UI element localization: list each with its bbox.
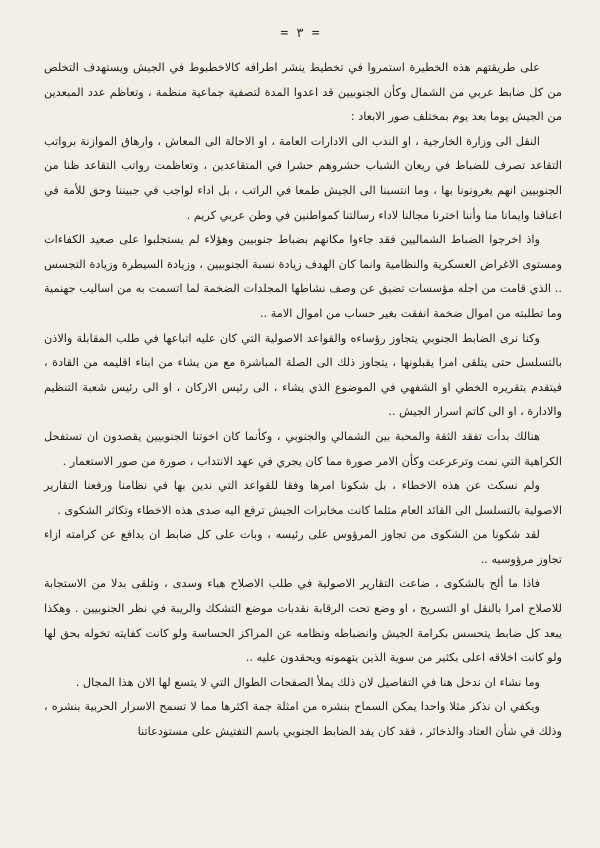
paragraph-1: على طريقتهم هذه الخطيرة استمروا في تخطيط ينشر اطرافه كالاخطبوط في الجيش ويستهدف التخلص من كل ضابط عربي من الشمال وكأن الجنوبيين قد اعدوا المدة لتصفية جماعية منظمة ، وتعاظم عدد المبعدين من الجيش يوما بعد يوم بمختلف صور الابعاد :	[44, 61, 562, 124]
paragraph-10: ويكفي ان نذكر مثلا واحدا يمكن السماح بنشره من امثلة جمة اكثرها مما لا تسمح الاسرار الحربية بنشره ، وذلك في شأن العتاد والذخائر ، فقد كان يفد الضابط الجنوبي باسم التفتيش على مستودعاتنا	[44, 700, 562, 739]
paragraph-3: واذ اخرجوا الضباط الشماليين فقد جاءوا مكانهم بضباط جنوبيين وهؤلاء لم يستجلبوا على صعيد الكفاءات ومستوى الاغراض العسكرية والنظامية وانما كان الهدف زيادة نسبة الجنوبيين ، وزيادة السيطرة وزيادة التجسس .. الذي قامت من اجله مؤسسات تضيق عن وصف نشاطها المجلدات الضخمة لما اتسمت به من اساليب جهنمية وما تطلبته من اموال ضخمة انفقت بغير حساب من اموال الامة ..	[44, 233, 562, 320]
paragraph-7: لقد شكونا من الشكوى من تجاوز المرؤوس على رئيسه ، وبات على كل ضابط ان يدافع عن كرامته ازاء تجاوز مرؤوسيه ..	[44, 528, 562, 566]
paragraph-9: وما نشاء ان ندخل هنا في التفاصيل لان ذلك يملأ الصفحات الطوال التي لا يتسع لها الان هذا المجال .	[75, 675, 540, 689]
paragraph-2: النقل الى وزارة الخارجية ، او الندب الى الادارات العامة ، او الاحالة الى المعاش ، وارهاق الموازنة برواتب التقاعد تصرف للضباط في ريعان الشباب حشروهم حشرا في المتقاعدين ، وتعاظمت رواتب التقاعد ظنا من الجنوبيين انهم يغرونونا بها ، وما انتسبنا الى الجيش طمعا في الراتب ، بل اداء لواجب في جبيننا وحق للأمة في اعناقنا وايمانا منا وأننا اخترنا مجالنا لاداء رسالتنا كمواطنين في وطن عربي كريم .	[44, 134, 562, 222]
paragraph-8: فاذا ما ألح بالشكوى ، ضاعت التقارير الاصولية في طلب الاصلاح هباء وسدى ، وتلقى بدلا من الاستجابة للاصلاح امرا بالنقل او التسريح ، او وضع تحت الرقابة نقدبات موضع التشكك والريبة في نظر الجنوبيين . وهكذا يبعد كل ضابط يتحسس بكرامة الجيش وانضباطه ونظامه عن المراكز الحساسة ولو كانت كفايته تخوله بحق لها ولو كانت اخلاقه اعلى بكثير من سوية الذين يتهمونه ويحقدون عليه ..	[44, 577, 562, 665]
paragraph-4: وكنا نرى الضابط الجنوبي يتجاوز رؤساءه والقواعد الاصولية التي كان عليه اتباعها في طلب المقابلة والاذن بالتسلسل حتى يتلقى امرا يقبلونها ، يتجاوز ذلك الى الصلة المباشرة مع من يشاء من ابناء اقليمه من القادة ، فيتقدم بتقريره الخطي او الشفهي في الموضوع الذي يشاء ، الى رئيس الاركان ، او الى رئيس شعبة التنظيم والادارة ، او الى كاتم اسرار الجيش ..	[44, 331, 562, 419]
page-number: = ٣ =	[280, 26, 320, 41]
document-body	[44, 56, 562, 745]
paragraph-6: ولم نسكت عن هذه الاخطاء ، بل شكونا امرها وفقا للقواعد التي ندين بها في نظامنا ورفعنا التقارير الاصولية بالتسلسل الى القائد العام مثلما كانت مخابرات الجيش ترفع اليه صدى هذه الاخطاء وتكاثر الشكوى .	[44, 479, 562, 517]
paragraph-5: هنالك بدأت تفقد الثقة والمحبة بين الشمالي والجنوبي ، وكأنما كان اخوتنا الجنوبيين يقصدون ان تستفحل الكراهية التي نمت وترعرعت وكأن الامر صورة مما كان يجري في عهد الانتداب ، صورة من صور الاستعمار .	[44, 429, 562, 468]
